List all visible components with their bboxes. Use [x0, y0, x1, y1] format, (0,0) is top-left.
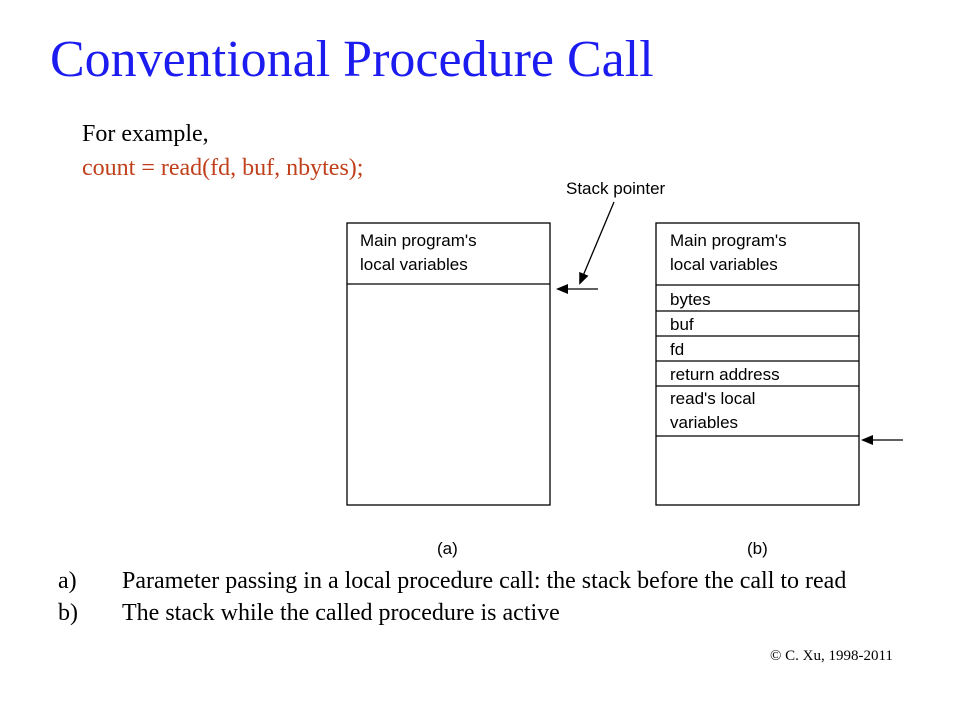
caption-text: The stack while the called procedure is active [122, 600, 560, 626]
intro-line-example: For example, [82, 121, 209, 147]
stack-b-read-locals-label [670, 389, 760, 432]
stack-a-main-vars-line2: local variables [360, 255, 468, 274]
stack-b [656, 223, 859, 558]
caption-item-b [58, 598, 938, 628]
stack-b-main-vars-label [670, 231, 791, 274]
stack-b-caption: (b) [747, 539, 768, 558]
stack-pointer-leader-arrow [580, 202, 614, 283]
caption-text: Parameter passing in a local procedure call: the stack before the call to read [122, 568, 847, 594]
copyright-notice: © C. Xu, 1998-2011 [770, 648, 893, 664]
stack-b-cell-bytes: bytes [670, 290, 711, 309]
stack-a-main-vars-line1: Main program's [360, 231, 477, 250]
stack-a-caption: (a) [437, 539, 458, 558]
stack-pointer-label: Stack pointer [566, 179, 666, 198]
stack-a [347, 223, 550, 558]
stack-b-main-vars-line2: local variables [670, 255, 778, 274]
stack-b-read-locals-line1: read's local [670, 389, 756, 408]
caption-list [58, 566, 938, 630]
stack-b-cell-return-address: return address [670, 365, 780, 384]
caption-letter: b) [58, 600, 78, 626]
caption-item-a [58, 566, 938, 596]
stack-b-read-locals-line2: variables [670, 413, 739, 432]
stack-a-main-vars-label [360, 231, 481, 274]
intro-line-code: count = read(fd, buf, nbytes); [82, 155, 364, 181]
caption-letter: a) [58, 568, 77, 594]
stack-b-cell-fd: fd [670, 340, 685, 359]
page-title: Conventional Procedure Call [50, 31, 654, 88]
stack-b-main-vars-line1: Main program's [670, 231, 787, 250]
stack-b-cell-buf: buf [670, 315, 694, 334]
